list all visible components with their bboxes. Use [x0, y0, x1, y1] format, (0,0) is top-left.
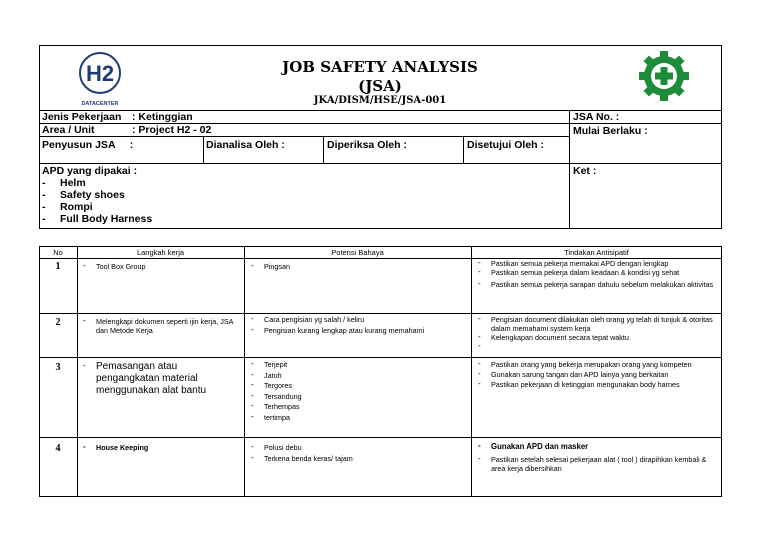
langkah-kerja: - Pemasangan atau pengangkatan material menggunakan alat bantu	[80, 361, 242, 397]
langkah-kerja: - Tool Box Group	[80, 262, 240, 271]
tindakan-item: - Pastikan semua pekerja dalam keadaan & kondisi yg sehat	[475, 268, 721, 277]
area-unit-value: : Project H2 - 02	[132, 124, 212, 136]
potensi-item: - Tergores	[248, 381, 470, 392]
potensi-list	[248, 315, 470, 335]
apd-item: - Safety shoes	[42, 189, 125, 201]
datacenter-logo	[70, 51, 130, 107]
disetujui-label: Disetujui Oleh :	[467, 139, 545, 151]
tindakan-item: - Pastikan pekerjaan di ketinggian mengunakan body harnes	[475, 380, 721, 390]
table-row	[80, 443, 242, 452]
apd-label: APD yang dipakai :	[42, 165, 138, 177]
jsa-no-label: JSA No. :	[573, 111, 620, 123]
table-row	[80, 361, 242, 397]
langkah-kerja: - House Keeping	[80, 443, 242, 452]
tindakan-item	[475, 342, 721, 351]
safety-gear-icon	[636, 48, 692, 104]
mulai-berlaku-label: Mulai Berlaku :	[573, 125, 648, 137]
potensi-item: - Tersandung	[248, 392, 470, 403]
potensi-list	[248, 360, 470, 423]
column-header-langkah: Langkah kerja	[136, 248, 185, 257]
potensi-item: - tertimpa	[248, 413, 470, 424]
row-number: 4	[55, 443, 61, 454]
jenis-pekerjaan-value: : Ketinggian	[132, 111, 193, 123]
area-unit-label: Area / Unit	[42, 124, 95, 136]
potensi-item: - Jatuh	[248, 371, 470, 382]
ket-label: Ket :	[573, 165, 597, 177]
column-header-no: No	[53, 248, 63, 257]
tindakan-item: - Pastikan setelah selesai pekerjaan alat ( tool ) dirapihkan kembali & area kerja dibersihkan	[475, 455, 721, 473]
potensi-item: - Cara pengisian yg salah / keliru	[248, 315, 470, 324]
jenis-pekerjaan-label: Jenis Pekerjaan	[42, 111, 122, 123]
tindakan-item: - Pastikan semua pekerja memakai APD dengan lengkap	[475, 259, 721, 268]
h2-logo-icon	[70, 51, 130, 95]
tindakan-list	[475, 315, 721, 351]
svg-text:H2: H2	[85, 61, 115, 86]
tindakan-item: - Pastikan semua pekerja sarapan dahulu sebelum melakukan aktivitas	[475, 280, 721, 289]
row-number: 1	[55, 261, 61, 272]
apd-item: - Helm	[42, 177, 86, 189]
potensi-item: - Terkena benda keras/ tajam	[248, 454, 470, 463]
logo-text: DATACENTER	[81, 101, 119, 107]
column-header-tindakan: Tindakan Antisipatif	[564, 248, 629, 257]
row-number: 2	[55, 317, 61, 328]
potensi-item: - Terjepit	[248, 360, 470, 371]
tindakan-item: - Pengisian document dilakukan oleh orang yg telah di tunjuk & otoritas dalam memahami system kerja	[475, 315, 721, 333]
potensi-item: - Polusi debu	[248, 443, 470, 452]
langkah-kerja: - Melengkapi dokumen seperti ijin kerja, JSA dan Metode Kerja	[80, 317, 242, 335]
tindakan-list	[475, 259, 721, 289]
column-header-potensi: Potensi Bahaya	[331, 248, 384, 257]
row-number: 3	[55, 362, 61, 373]
diperiksa-label: Diperiksa Oleh :	[327, 139, 407, 151]
tindakan-item: - Gunakan sarung tangan dan APD lainya yang berkaitan	[475, 370, 721, 380]
document-subtitle: (JSA)	[358, 77, 402, 95]
tindakan-list	[475, 360, 721, 390]
tindakan-item: - Gunakan APD dan masker	[475, 442, 721, 451]
potensi-item: - Pingsan	[248, 262, 468, 271]
table-row	[80, 317, 242, 335]
tindakan-list	[475, 442, 721, 473]
potensi-list	[248, 443, 470, 463]
document-title: JOB SAFETY ANALYSIS	[282, 58, 478, 76]
table-row	[80, 262, 240, 271]
potensi-item: - Pengisian kurang lengkap atau kurang memahami	[248, 326, 470, 335]
tindakan-item: - Pastikan orang yang bekerja merupakan orang yang kompeten	[475, 360, 721, 370]
dianalisa-label: Dianalisa Oleh :	[206, 139, 285, 151]
apd-list	[42, 177, 342, 225]
potensi-list	[248, 262, 468, 271]
apd-item: - Rompi	[42, 201, 93, 213]
document-code: JKA/DISM/HSE/JSA-001	[313, 95, 447, 106]
apd-item: - Full Body Harness	[42, 213, 153, 225]
tindakan-item: - Kelengkapan document secara tepat waktu	[475, 333, 721, 342]
penyusun-label: Penyusun JSA :	[42, 139, 134, 151]
potensi-item: - Terhempas	[248, 402, 470, 413]
